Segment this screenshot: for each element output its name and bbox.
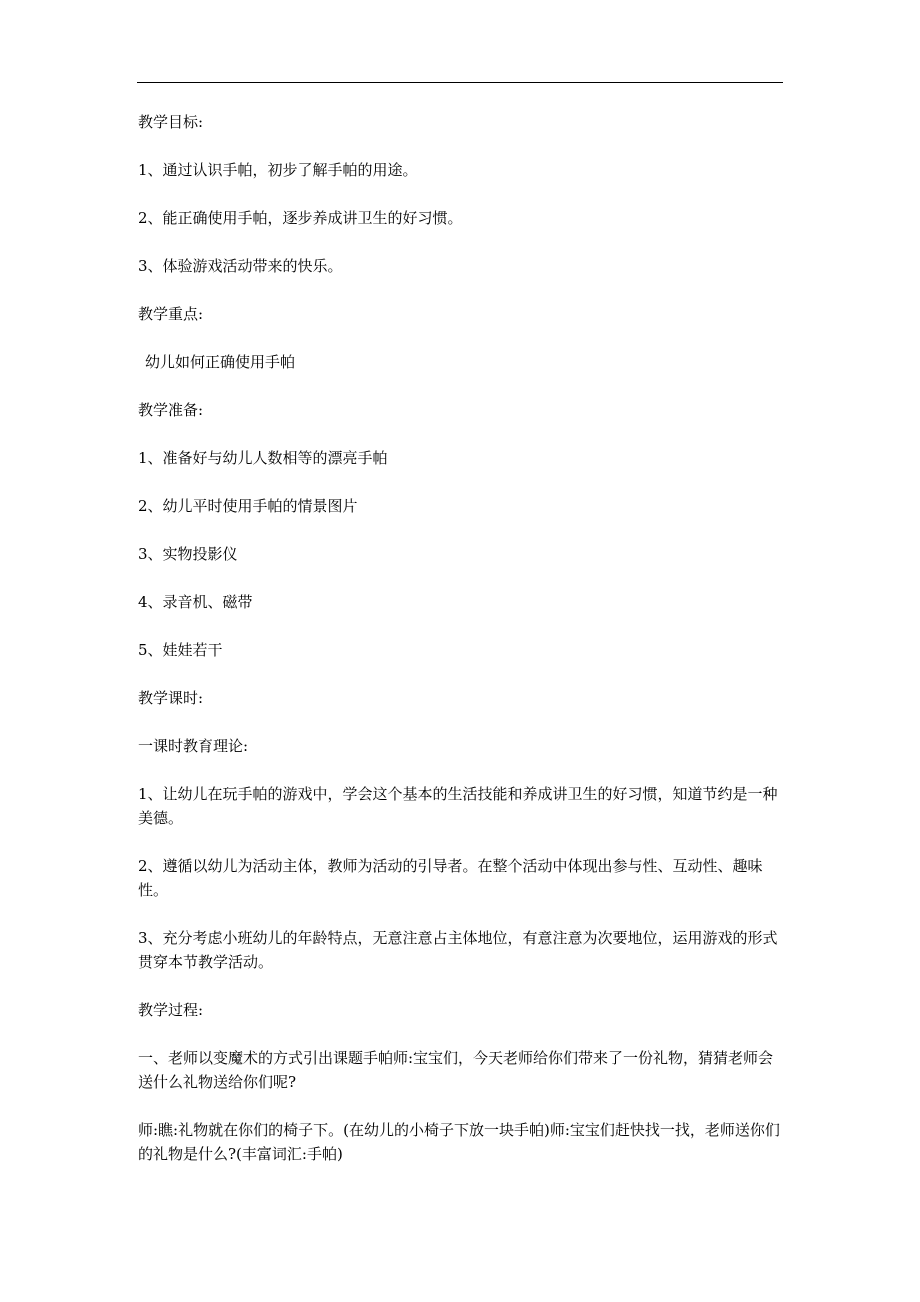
goal-item-3: 3、体验游戏活动带来的快乐。	[138, 257, 343, 275]
heading-class-hours: 教学课时:	[138, 689, 204, 707]
process-step-2: 师:瞧:礼物就在你们的椅子下。(在幼儿的小椅子下放一块手帕)师:宝宝们赶快找一找，老师送你们的礼物是什么?(丰富词汇:手帕)	[138, 1121, 780, 1163]
theory-item-1: 1、让幼儿在玩手帕的游戏中，学会这个基本的生活技能和养成讲卫生的好习惯，知道节约是一种美德。	[138, 785, 778, 827]
prep-item-4: 4、录音机、磁带	[138, 593, 253, 611]
heading-education-theory: 一课时教育理论:	[138, 737, 249, 755]
heading-teaching-focus: 教学重点:	[138, 305, 204, 323]
header-rule	[137, 82, 783, 83]
document-body	[138, 110, 786, 1190]
heading-teaching-process: 教学过程:	[138, 1001, 204, 1019]
goal-item-1: 1、通过认识手帕，初步了解手帕的用途。	[138, 161, 418, 179]
goal-item-2: 2、能正确使用手帕，逐步养成讲卫生的好习惯。	[138, 209, 463, 227]
process-step-1: 一、老师以变魔术的方式引出课题手帕师:宝宝们，今天老师给你们带来了一份礼物，猜猜老师会送什么礼物送给你们呢?	[138, 1049, 774, 1091]
theory-item-3: 3、充分考虑小班幼儿的年龄特点，无意注意占主体地位，有意注意为次要地位，运用游戏的形式贯穿本节教学活动。	[138, 929, 778, 971]
prep-item-3: 3、实物投影仪	[138, 545, 238, 563]
prep-item-2: 2、幼儿平时使用手帕的情景图片	[138, 497, 358, 515]
focus-text: 幼儿如何正确使用手帕	[145, 353, 296, 371]
theory-item-2: 2、遵循以幼儿为活动主体，教师为活动的引导者。在整个活动中体现出参与性、互动性、趣味性。	[138, 857, 763, 899]
prep-item-1: 1、准备好与幼儿人数相等的漂亮手帕	[138, 449, 388, 467]
heading-teaching-goals: 教学目标:	[138, 113, 204, 131]
heading-teaching-preparation: 教学准备:	[138, 401, 204, 419]
prep-item-5: 5、娃娃若干	[138, 641, 223, 659]
